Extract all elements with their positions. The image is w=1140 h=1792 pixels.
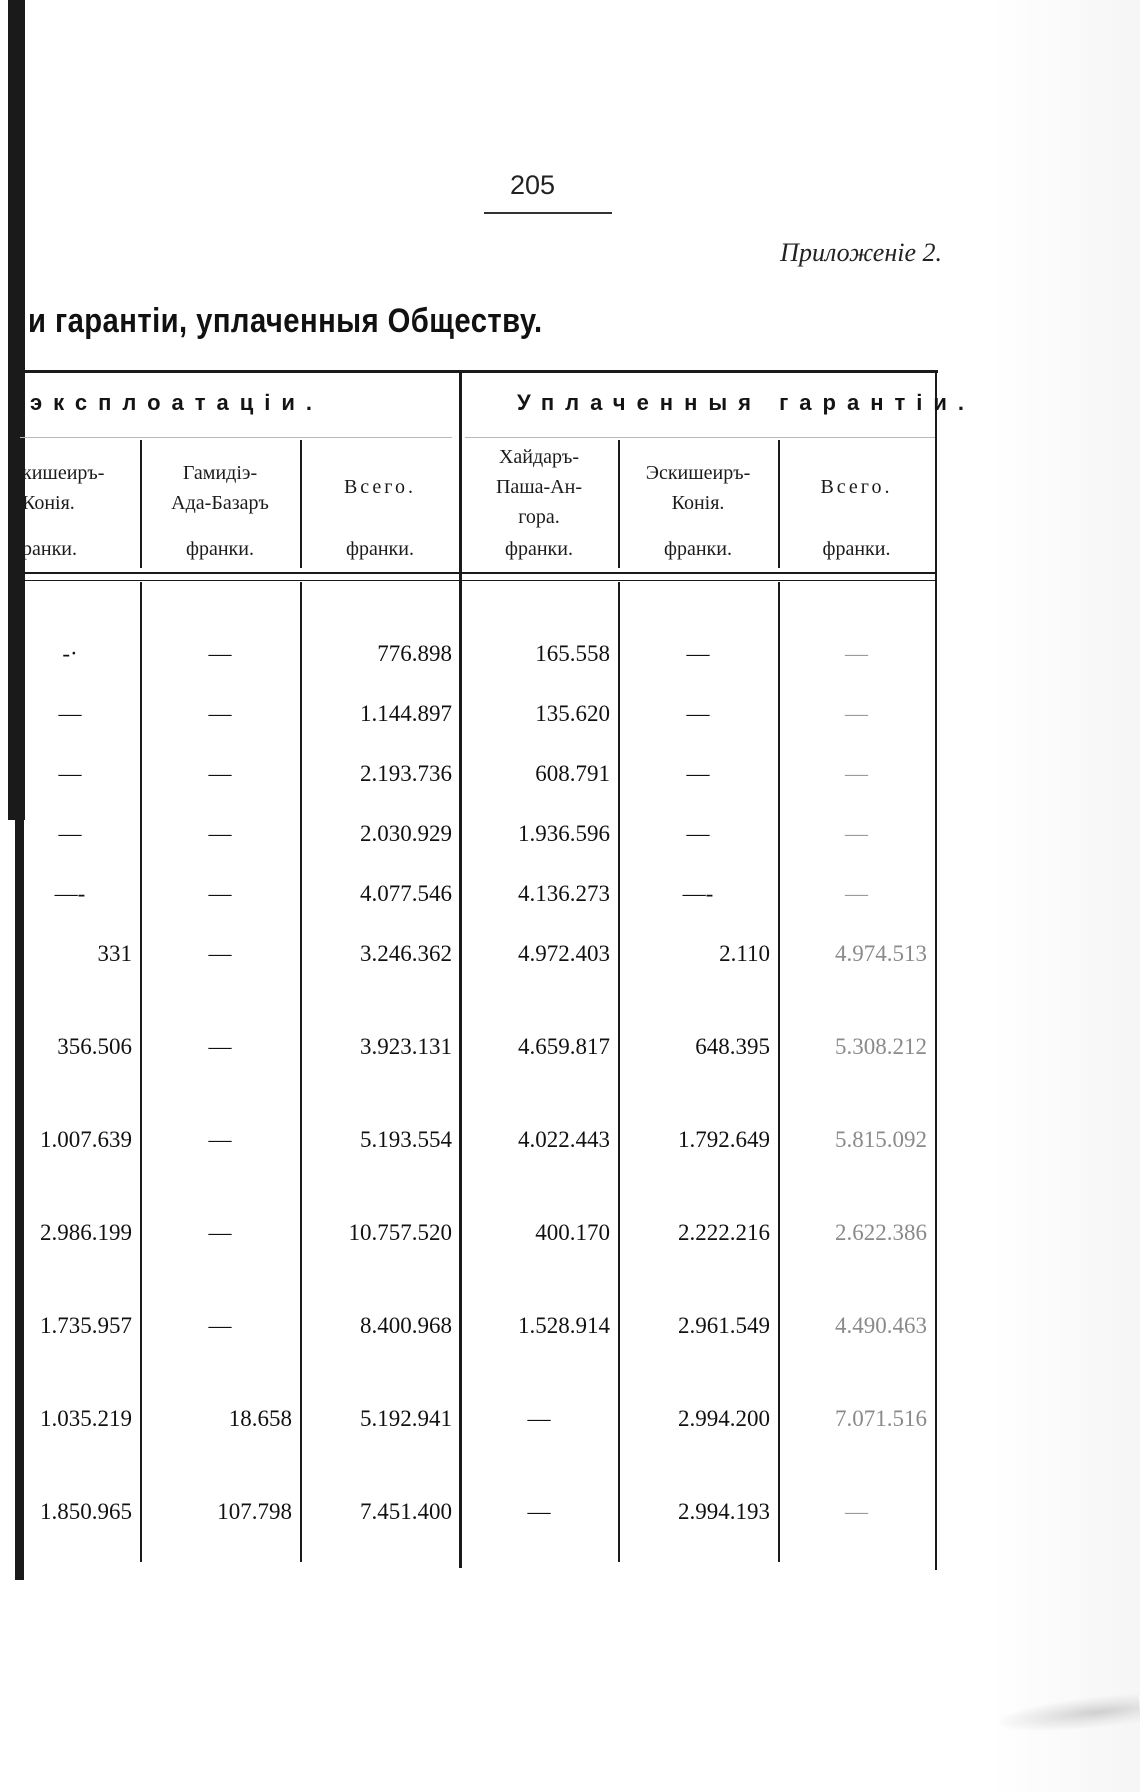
table-cell: 400.170 bbox=[535, 1220, 610, 1245]
table-cell: 8.400.968 bbox=[360, 1313, 452, 1338]
table-cell: 4.659.817 bbox=[518, 1034, 610, 1059]
column-unit-3: франки. bbox=[346, 538, 414, 560]
table-cell: 648.395 bbox=[695, 1034, 770, 1059]
table-cell: — bbox=[208, 761, 232, 786]
table-cell: — bbox=[845, 881, 868, 906]
column-unit-5: франки. bbox=[664, 538, 732, 560]
header-bottom-rule bbox=[20, 572, 935, 574]
table-heading: и гарантіи, уплаченныя Обществу. bbox=[28, 302, 543, 340]
column-unit-6: франки. bbox=[822, 538, 891, 560]
column-header-5: Эскишеиръ- Конія. bbox=[645, 462, 751, 514]
table-cell: 1.528.914 bbox=[518, 1313, 610, 1338]
column-unit-4: франки. bbox=[505, 538, 573, 560]
table-cell: — bbox=[208, 821, 232, 846]
table-cell: — bbox=[686, 761, 710, 786]
table-cell: 2.986.199 bbox=[40, 1220, 132, 1245]
table-cell: 7.071.516 bbox=[835, 1406, 927, 1431]
table-cell: — bbox=[845, 761, 868, 786]
table-cell: —- bbox=[682, 881, 714, 906]
page-number-rule bbox=[484, 212, 612, 214]
table-cell: 4.022.443 bbox=[518, 1127, 610, 1152]
column-header-3: Всего. bbox=[343, 476, 417, 498]
table-cell: 18.658 bbox=[228, 1406, 292, 1431]
table-cell: —- bbox=[54, 881, 86, 906]
table-cell: 5.193.554 bbox=[360, 1127, 452, 1152]
column-header-4: Хайдаръ- Паша-Ан- гора. bbox=[495, 446, 583, 528]
table-cell: 1.792.649 bbox=[678, 1127, 770, 1152]
table-cell: 2.030.929 bbox=[360, 821, 452, 846]
table-cell: — bbox=[686, 821, 710, 846]
table-cell: 5.815.092 bbox=[835, 1127, 927, 1152]
table-cell: -· bbox=[62, 641, 78, 666]
table-cell: — bbox=[845, 701, 868, 726]
table-cell: — bbox=[208, 1127, 232, 1152]
table-top-rule bbox=[20, 370, 938, 373]
table-cell: — bbox=[686, 701, 710, 726]
table-cell: — bbox=[845, 1499, 868, 1524]
table-cell: 2.994.193 bbox=[678, 1499, 770, 1524]
table-cell: 4.136.273 bbox=[518, 881, 610, 906]
table-cell: 331 bbox=[97, 941, 132, 966]
page-number: 205 bbox=[510, 170, 556, 200]
table-cell: 776.898 bbox=[377, 641, 452, 666]
table-cell: 4.077.546 bbox=[360, 881, 452, 906]
column-header-2: Гамидіэ- Ада-Базаръ bbox=[171, 462, 269, 514]
table-cell: — bbox=[686, 641, 710, 666]
table-right-rule bbox=[935, 370, 937, 1570]
group-rule-right bbox=[465, 437, 935, 438]
table-cell: 4.490.463 bbox=[835, 1313, 927, 1338]
table-cell: — bbox=[208, 701, 232, 726]
column-header-1: кишеиръ- Конія. bbox=[22, 462, 105, 514]
table-cell: 5.192.941 bbox=[360, 1406, 452, 1431]
table-cell: 2.222.216 bbox=[678, 1220, 770, 1245]
table-cell: 608.791 bbox=[535, 761, 610, 786]
table-cell: — bbox=[58, 701, 82, 726]
table-cell: 3.246.362 bbox=[360, 941, 452, 966]
table-cell: — bbox=[527, 1406, 551, 1431]
table-cell: 7.451.400 bbox=[360, 1499, 452, 1524]
table-cell: 4.974.513 bbox=[835, 941, 927, 966]
binding-shadow bbox=[8, 0, 25, 820]
table-cell: — bbox=[845, 821, 868, 846]
table-cell: 1.035.219 bbox=[40, 1406, 132, 1431]
table-cell: — bbox=[845, 641, 868, 666]
table-cell: — bbox=[527, 1499, 551, 1524]
table-cell: 5.308.212 bbox=[835, 1034, 927, 1059]
table-cell: 107.798 bbox=[217, 1499, 292, 1524]
table-cell: 2.110 bbox=[719, 941, 770, 966]
column-header-6: Всего. bbox=[820, 476, 893, 498]
table-cell: 10.757.520 bbox=[348, 1220, 452, 1245]
table-cell: 1.144.897 bbox=[360, 701, 452, 726]
binding-shadow-lower bbox=[15, 820, 24, 1580]
group-header-exploitation: эксплоатаціи. bbox=[30, 390, 324, 415]
table-cell: 1.850.965 bbox=[40, 1499, 132, 1524]
table-cell: 356.506 bbox=[57, 1034, 132, 1059]
table-cell: — bbox=[208, 941, 232, 966]
table-cell: — bbox=[208, 881, 232, 906]
table-cell: 2.961.549 bbox=[678, 1313, 770, 1338]
appendix-label: Приложеніе 2. bbox=[780, 238, 942, 267]
table-cell: — bbox=[208, 1034, 232, 1059]
header-bottom-rule-2 bbox=[20, 580, 935, 581]
table-cell: 1.007.639 bbox=[40, 1127, 132, 1152]
table-cell: — bbox=[208, 641, 232, 666]
table-cell: 1.936.596 bbox=[518, 821, 610, 846]
column-unit-2: франки. bbox=[186, 538, 254, 560]
table-cell: 4.972.403 bbox=[518, 941, 610, 966]
table-cell: 1.735.957 bbox=[40, 1313, 132, 1338]
column-unit-1: ранки. bbox=[22, 538, 77, 560]
table-cell: — bbox=[58, 761, 82, 786]
table-cell: — bbox=[58, 821, 82, 846]
group-rule-left bbox=[20, 437, 452, 438]
page-edge-shade bbox=[990, 0, 1140, 1792]
table-cell: 165.558 bbox=[535, 641, 610, 666]
table-cell: 2.994.200 bbox=[678, 1406, 770, 1431]
group-header-guarantees: Уплаченныя гарантіи. bbox=[517, 390, 976, 415]
table-cell: — bbox=[208, 1220, 232, 1245]
table-cell: 3.923.131 bbox=[360, 1034, 452, 1059]
table-cell: — bbox=[208, 1313, 232, 1338]
table-cell: 135.620 bbox=[535, 701, 610, 726]
table-cell: 2.622.386 bbox=[835, 1220, 927, 1245]
table-cell: 2.193.736 bbox=[360, 761, 452, 786]
